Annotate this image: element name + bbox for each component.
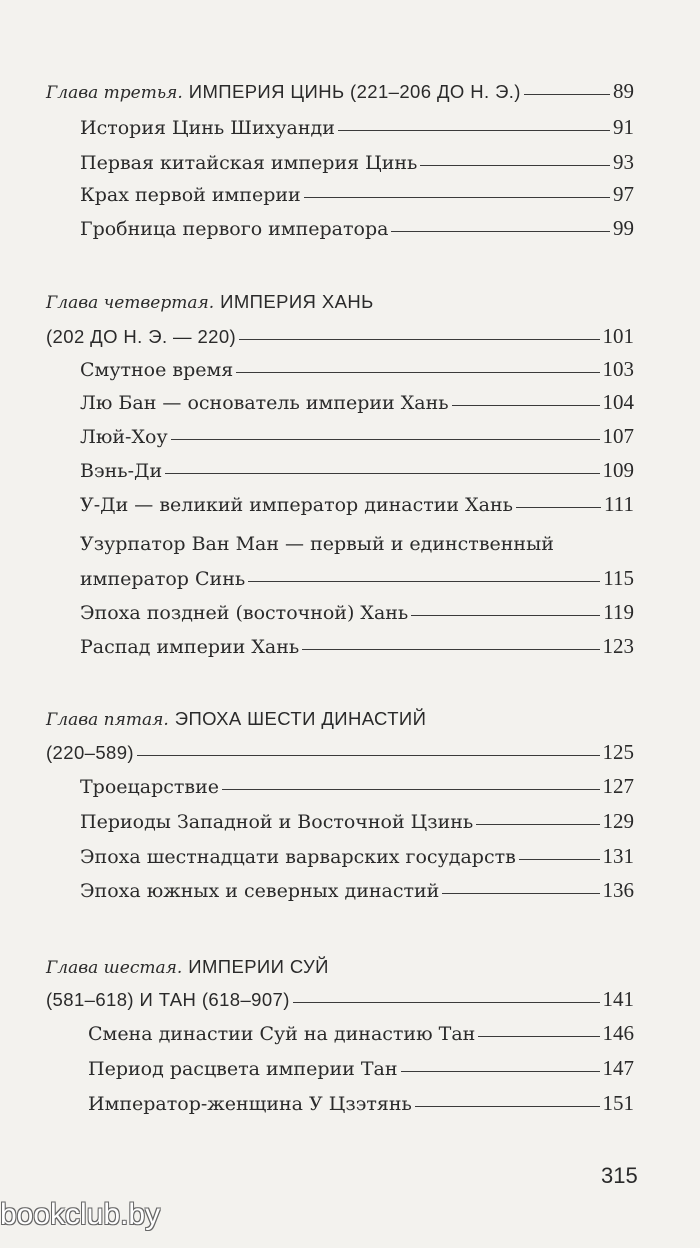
toc-entry — [80, 116, 634, 139]
entry-title: Эпоха шестнадцати варварских государств — [80, 846, 516, 868]
entry-title: Первая китайская империя Цинь — [80, 152, 418, 174]
page-ref: 115 — [603, 566, 634, 590]
chapter-heading-continuation — [46, 741, 634, 764]
page-ref: 103 — [602, 357, 634, 381]
toc-entry — [80, 425, 634, 448]
toc-entry — [88, 1022, 634, 1045]
toc-entry — [80, 635, 634, 658]
dot-leader — [293, 1002, 600, 1003]
page-ref: 91 — [613, 115, 634, 139]
dot-leader — [236, 372, 599, 373]
page-ref: 97 — [613, 182, 634, 206]
dot-leader — [302, 649, 599, 650]
dot-leader — [415, 1106, 600, 1107]
dot-leader — [524, 94, 610, 95]
chapter-label: Глава четвертая. — [46, 293, 215, 313]
page-ref: 136 — [602, 878, 634, 902]
entry-title: Троецарствие — [80, 776, 219, 798]
page-ref: 146 — [602, 1021, 634, 1045]
page-ref: 89 — [613, 79, 634, 103]
entry-title: император Синь — [80, 568, 246, 590]
entry-title: Смена династии Суй на династию Тан — [88, 1023, 476, 1045]
chapter-heading-continuation — [46, 988, 634, 1011]
dot-leader — [338, 130, 610, 131]
dot-leader — [519, 859, 600, 860]
toc-entry — [88, 1092, 634, 1115]
page-ref: 131 — [602, 844, 634, 868]
dot-leader — [452, 405, 600, 406]
entry-title: Эпоха южных и северных династий — [80, 880, 440, 902]
toc-entry — [80, 810, 634, 833]
entry-title: Периоды Западной и Восточной Цзинь — [80, 811, 474, 833]
entry-title: Распад империи Хань — [80, 636, 300, 658]
chapter-title: ИМПЕРИЯ ЦИНЬ (221–206 ДО Н. Э.) — [188, 81, 521, 102]
chapter-heading — [46, 291, 374, 314]
page-ref: 111 — [604, 492, 634, 516]
entry-title: Крах первой империи — [80, 184, 301, 206]
page-number: 315 — [601, 1163, 638, 1188]
page-ref: 99 — [613, 216, 634, 240]
dot-leader — [411, 615, 600, 616]
chapter-heading — [46, 956, 329, 979]
chapter-title: ЭПОХА ШЕСТИ ДИНАСТИЙ — [174, 708, 427, 729]
toc-entry — [80, 567, 634, 590]
toc-entry — [80, 217, 634, 240]
toc-entry — [80, 391, 634, 414]
entry-title-line: Узурпатор Ван Ман — первый и единственный — [80, 533, 554, 555]
entry-title: Смутное время — [80, 359, 234, 381]
toc-entry — [80, 358, 634, 381]
dot-leader — [391, 231, 610, 232]
toc-entry — [80, 845, 634, 868]
toc-entry — [80, 493, 634, 516]
dot-leader — [442, 893, 599, 894]
chapter-label: Глава третья. — [46, 83, 183, 103]
dot-leader — [478, 1036, 599, 1037]
page-ref: 125 — [602, 740, 634, 764]
chapter-title-continuation: (220–589) — [46, 742, 134, 763]
dot-leader — [248, 581, 600, 582]
dot-leader — [171, 439, 600, 440]
page-ref: 104 — [602, 390, 634, 414]
page-ref: 123 — [602, 634, 634, 658]
dot-leader — [401, 1071, 600, 1072]
page-ref: 147 — [602, 1056, 634, 1080]
toc-entry — [80, 879, 634, 902]
page-ref: 151 — [602, 1091, 634, 1115]
entry-title: Эпоха поздней (восточной) Хань — [80, 602, 409, 624]
toc-entry — [88, 1057, 634, 1080]
chapter-title-continuation: (202 ДО Н. Э. — 220) — [46, 326, 237, 347]
chapter-label: Глава пятая. — [46, 710, 169, 730]
entry-title: Император-женщина У Цзэтянь — [88, 1093, 412, 1115]
watermark: bookclub.by — [0, 1198, 161, 1231]
entry-title: Гробница первого императора — [80, 218, 389, 240]
toc-entry — [80, 151, 634, 174]
chapter-title: ИМПЕРИИ СУЙ — [188, 956, 329, 977]
chapter-heading — [46, 80, 634, 104]
entry-title: Лю Бан — основатель империи Хань — [80, 392, 449, 414]
chapter-title: ИМПЕРИЯ ХАНЬ — [220, 291, 374, 312]
page-ref: 93 — [613, 150, 634, 174]
dot-leader — [304, 197, 610, 198]
chapter-heading — [46, 708, 426, 731]
entry-title: Люй-Хоу — [80, 426, 168, 448]
page-ref: 127 — [602, 774, 634, 798]
toc-entry — [80, 775, 634, 798]
chapter-heading-continuation — [46, 325, 634, 348]
dot-leader — [516, 507, 601, 508]
entry-title: Период расцвета империи Тан — [88, 1058, 398, 1080]
page-ref: 119 — [603, 600, 634, 624]
toc-entry — [80, 459, 634, 482]
dot-leader — [476, 824, 599, 825]
page-ref: 141 — [602, 987, 634, 1011]
page-ref: 101 — [602, 324, 634, 348]
toc-entry — [80, 601, 634, 624]
dot-leader — [222, 789, 600, 790]
chapter-label: Глава шестая. — [46, 958, 183, 978]
entry-title: Вэнь-Ди — [80, 460, 163, 482]
page-ref: 129 — [602, 809, 634, 833]
entry-title: У-Ди — великий император династии Хань — [80, 494, 513, 516]
dot-leader — [165, 473, 599, 474]
page-ref: 107 — [602, 424, 634, 448]
dot-leader — [239, 339, 599, 340]
toc-entry — [80, 183, 634, 206]
dot-leader — [137, 755, 600, 756]
chapter-title-continuation: (581–618) И ТАН (618–907) — [46, 989, 290, 1010]
entry-title: История Цинь Шихуанди — [80, 117, 335, 139]
dot-leader — [420, 165, 610, 166]
page-ref: 109 — [602, 458, 634, 482]
